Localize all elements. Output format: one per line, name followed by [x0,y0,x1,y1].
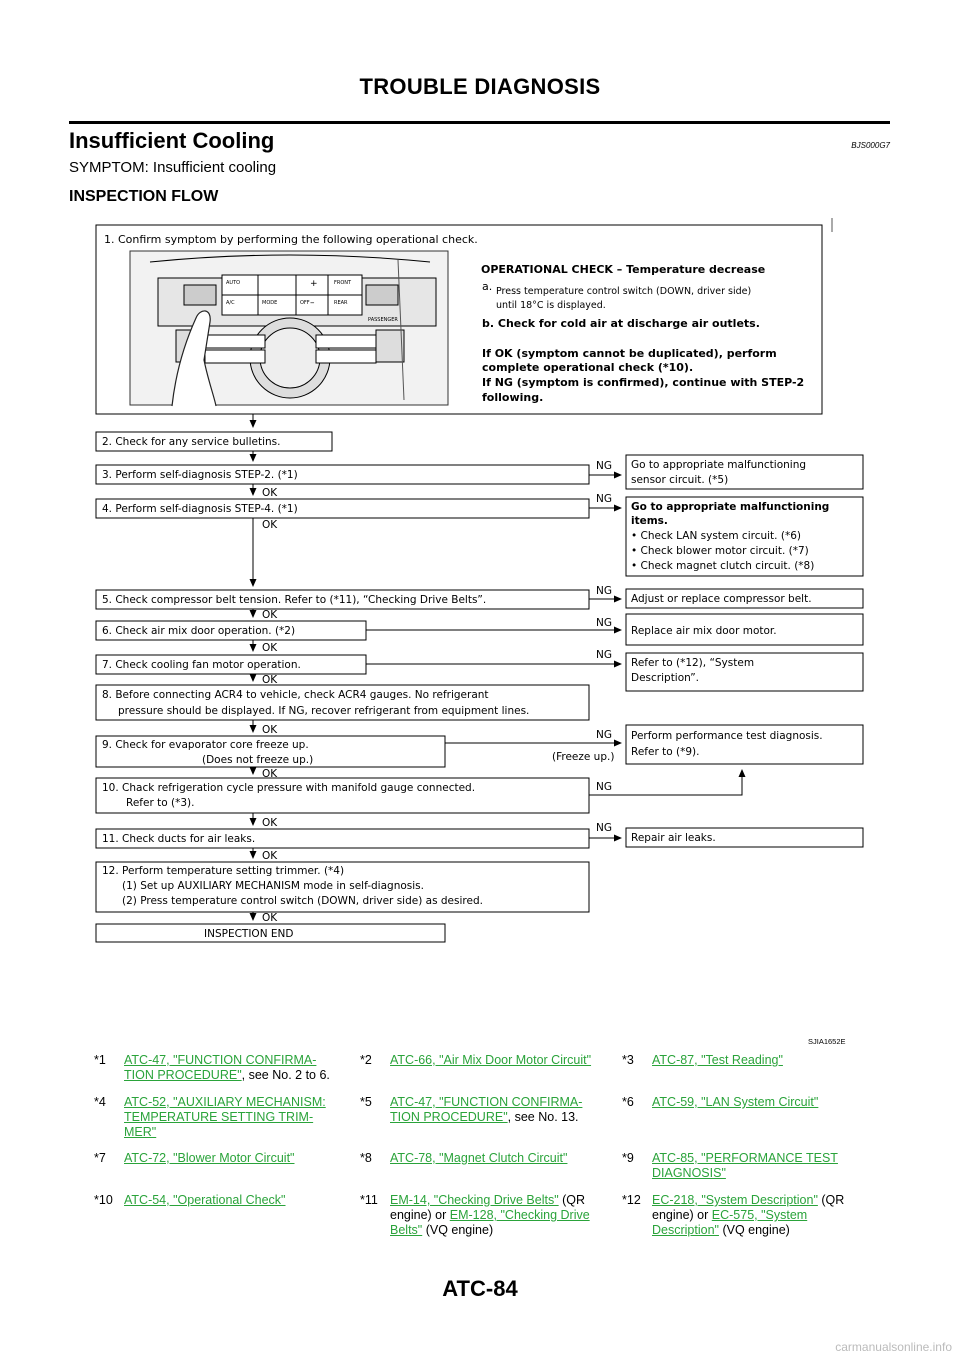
footnote-10 [124,1193,286,1208]
result4-line3: • Check LAN system circuit. (*6) [631,530,801,542]
step10-line2: Refer to (*3). [126,797,195,809]
op-check-c1: If OK (symptom cannot be duplicated), perform [482,347,777,360]
footnote-12-text: (VQ engine) [718,1223,790,1237]
result5-text: Adjust or replace compressor belt. [631,593,812,605]
step8-line1: 8. Before connecting ACR4 to vehicle, check ACR4 gauges. No refrigerant [102,689,489,701]
footnote-number: *8 [360,1151,372,1165]
footnote-11-text: (VQ engine) [422,1223,494,1237]
step1-text: 1. Confirm symptom by performing the following operational check. [104,233,478,246]
page-header-title: TROUBLE DIAGNOSIS [359,74,601,99]
op-check-c4: following. [482,391,544,404]
op-check-c3: If NG (symptom is confirmed), continue with STEP-2 [482,376,805,389]
panel-plus-label: + [310,279,318,289]
footnote-number: *10 [94,1193,113,1207]
footnote-9-link[interactable]: ATC-85, "PERFORMANCE TEST [652,1151,838,1165]
panel-mode-label: MODE [262,300,278,306]
op-check-a-line2: until 18°C is displayed. [496,300,606,311]
panel-front-label: FRONT [334,280,352,286]
ng-label: NG [596,493,612,505]
op-check-c2: complete operational check (*10). [482,361,694,374]
footnote-5-link[interactable]: TION PROCEDURE" [390,1110,508,1124]
step12-line1: 12. Perform temperature setting trimmer. (*4) [102,865,345,877]
result4-line5: • Check magnet clutch circuit. (*8) [631,560,815,572]
ok-label: OK [262,724,278,736]
footnote-10-link[interactable]: ATC-54, "Operational Check" [124,1193,286,1207]
footnote-11 [390,1193,620,1238]
footnote-4 [124,1095,354,1140]
footnote-4-link[interactable]: MER" [124,1125,157,1139]
result11-text: Repair air leaks. [631,832,716,844]
footnote-11-link[interactable]: EM-14, "Checking Drive Belts" [390,1193,559,1207]
result6-text: Replace air mix door motor. [631,625,777,637]
footnote-12 [652,1193,882,1238]
footnote-6 [652,1095,818,1110]
footnote-number: *7 [94,1151,106,1165]
footnote-number: *9 [622,1151,634,1165]
footnote-2 [390,1053,591,1068]
footnote-1-link[interactable]: ATC-47, "FUNCTION CONFIRMA- [124,1053,317,1067]
inspection-end-text: INSPECTION END [204,928,294,940]
footnote-7 [124,1151,294,1166]
footnote-number: *3 [622,1053,634,1067]
ok-label: OK [262,768,278,780]
result9-line1: Perform performance test diagnosis. [631,730,823,742]
panel-off-label: OFF [300,300,310,306]
footnote-5 [390,1095,620,1125]
footnote-12-link[interactable]: EC-218, "System Description" [652,1193,818,1207]
footnote-number: *2 [360,1053,372,1067]
footnote-4-link[interactable]: ATC-52, "AUXILIARY MECHANISM: [124,1095,326,1109]
inspection-flow-heading: INSPECTION FLOW [69,188,219,205]
footnote-8-link[interactable]: ATC-78, "Magnet Clutch Circuit" [390,1151,568,1165]
step12-line2: (1) Set up AUXILIARY MECHANISM mode in self-diagnosis. [122,880,424,892]
result3-line2: sensor circuit. (*5) [631,474,729,486]
result4-line4: • Check blower motor circuit. (*7) [631,545,809,557]
op-check-a-label: a. [482,280,493,293]
result4-line1: Go to appropriate malfunctioning [631,501,830,513]
ng-label: NG [596,585,612,597]
op-check-title: OPERATIONAL CHECK – Temperature decrease [481,263,766,276]
step2-text: 2. Check for any service bulletins. [102,436,281,448]
footnote-1 [124,1053,354,1083]
footnote-number: *1 [94,1053,106,1067]
watermark: carmanualsonline.info [835,1340,952,1354]
footnote-1-text: , see No. 2 to 6. [241,1068,330,1082]
section-title: Insufficient Cooling [69,128,275,153]
footnote-4-link[interactable]: TEMPERATURE SETTING TRIM- [124,1110,314,1124]
footnote-6-link[interactable]: ATC-59, "LAN System Circuit" [652,1095,819,1109]
result4-line2: items. [631,515,668,527]
footnote-7-link[interactable]: ATC-72, "Blower Motor Circuit" [124,1151,295,1165]
step9-subtext: (Does not freeze up.) [202,754,314,766]
climate-panel-illustration [130,251,448,406]
result7-line1: Refer to (*12), “System [631,657,755,669]
panel-rear-label: REAR [334,300,348,306]
op-check-b: b. Check for cold air at discharge air outlets. [482,317,760,330]
page-number: ATC-84 [442,1276,518,1301]
footnote-5-text: , see No. 13. [507,1110,579,1124]
step11-text: 11. Check ducts for air leaks. [102,833,256,845]
footnote-11-link[interactable]: Belts" [390,1223,423,1237]
ok-label: OK [262,912,278,924]
step3-text: 3. Perform self-diagnosis STEP-2. (*1) [102,469,298,481]
result9-line2: Refer to (*9). [631,746,700,758]
op-check-a-line1: Press temperature control switch (DOWN, driver side) [496,286,752,297]
step4-text: 4. Perform self-diagnosis STEP-4. (*1) [102,503,298,515]
footnote-2-link[interactable]: ATC-66, "Air Mix Door Motor Circuit" [390,1053,592,1067]
footnote-3-link[interactable]: ATC-87, "Test Reading" [652,1053,783,1067]
footnote-3 [652,1053,783,1068]
footnote-11-text: (QR [558,1193,586,1207]
step5-text: 5. Check compressor belt tension. Refer to (*11), “Checking Drive Belts”. [102,594,487,606]
step8-line2: pressure should be displayed. If NG, recover refrigerant from equipment lines. [118,705,530,717]
footnote-1-link[interactable]: TION PROCEDURE" [124,1068,242,1082]
footnote-9 [652,1151,882,1181]
panel-ac-label: A/C [226,300,235,306]
ok-label: OK [262,609,278,621]
ng-label: NG [596,617,612,629]
ng-label: NG [596,649,612,661]
panel-passenger-label: PASSENGER [368,317,398,323]
footnote-11-link[interactable]: EM-128, "Checking Drive [449,1208,590,1222]
footnote-11-text: engine) or [390,1208,450,1222]
figure-code: SJIA1652E [808,1037,846,1046]
footnote-number: *6 [622,1095,634,1109]
footnote-12-link[interactable]: EC-575, "System [711,1208,808,1222]
ng-label: NG [596,729,612,741]
result7-line2: Description”. [631,672,700,684]
footnote-number: *12 [622,1193,641,1207]
footnote-number: *5 [360,1095,372,1109]
step7-text: 7. Check cooling fan motor operation. [102,659,301,671]
ok-label: OK [262,817,278,829]
panel-minus-label: – [310,298,315,308]
footnote-9-link[interactable]: DIAGNOSIS" [652,1166,726,1180]
ng-label: NG [596,460,612,472]
step6-text: 6. Check air mix door operation. (*2) [102,625,296,637]
step12-line3: (2) Press temperature control switch (DOWN, driver side) as desired. [122,895,483,907]
footnote-12-text: engine) or [652,1208,712,1222]
ng-label: NG [596,822,612,834]
section-code: BJS000G7 [851,141,890,150]
panel-auto-label: AUTO [226,280,241,286]
footnote-5-link[interactable]: ATC-47, "FUNCTION CONFIRMA- [390,1095,583,1109]
ok-label: OK [262,519,278,531]
footnote-8 [390,1151,567,1166]
freeze-up-label: (Freeze up.) [552,751,615,763]
result3-line1: Go to appropriate malfunctioning [631,459,807,471]
ok-label: OK [262,642,278,654]
footnote-number: *11 [360,1193,378,1207]
footnote-12-link[interactable]: Description" [652,1223,719,1237]
symptom-text: SYMPTOM: Insufficient cooling [69,159,277,176]
step9-text: 9. Check for evaporator core freeze up. [102,739,309,751]
footnote-12-text: (QR [817,1193,845,1207]
ok-label: OK [262,674,278,686]
footnote-number: *4 [94,1095,106,1109]
step10-line1: 10. Chack refrigeration cycle pressure with manifold gauge connected. [102,782,476,794]
ng-label: NG [596,781,612,793]
ok-label: OK [262,850,278,862]
ok-label: OK [262,487,278,499]
